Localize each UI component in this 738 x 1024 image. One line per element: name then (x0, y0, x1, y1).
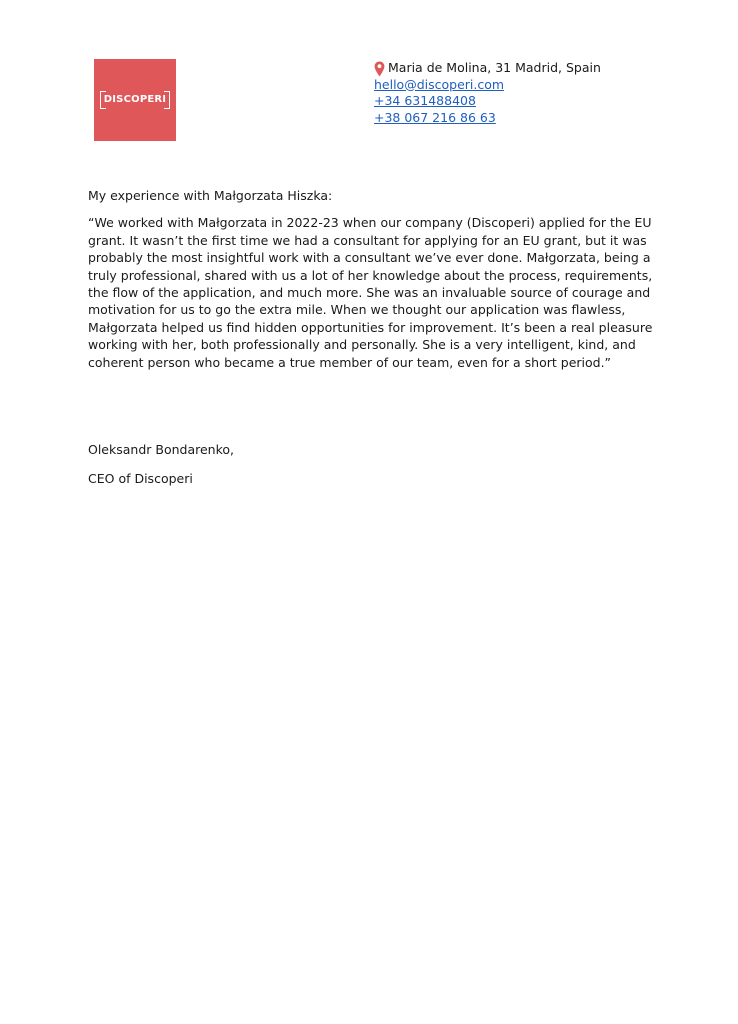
signer-name: Oleksandr Bondarenko, (88, 442, 235, 457)
location-pin-icon (374, 61, 385, 77)
logo-text: DISCOPERI (103, 94, 167, 105)
contact-block (374, 60, 601, 126)
signer-title: CEO of Discoperi (88, 471, 193, 486)
email-link[interactable]: hello@discoperi.com (374, 76, 505, 92)
phone-link-2[interactable]: +38 067 216 86 63 (374, 109, 496, 125)
address-line (374, 60, 601, 77)
letter-intro: My experience with Małgorzata Hiszka: (88, 188, 333, 203)
address-text: Maria de Molina, 31 Madrid, Spain (388, 60, 601, 75)
phone-link-1[interactable]: +34 631488408 (374, 93, 476, 108)
company-logo (94, 59, 176, 141)
signature-block (88, 441, 234, 487)
letter-body (88, 187, 658, 371)
testimonial-quote: “We worked with Małgorzata in 2022-23 when our company (Discoperi) applied for the EU grant. It wasn’t the first time we had a consultant for applying for an EU grant, but it was probably the most insightful work with a consultant we’ve ever done. Małgorzata, being a truly professional, shared with us a lot of her knowledge about the process, requirements, the flow of the application, and much more. She was an invaluable source of courage and motivation for us to go the extra mile. When we thought our application was flawless, Małgorzata helped us find hidden opportunities for improvement. It’s been a real pleasure working with her, both professionally and personally. She is a very intelligent, kind, and coherent person who became a true member of our team, even for a short period.” (88, 215, 653, 370)
